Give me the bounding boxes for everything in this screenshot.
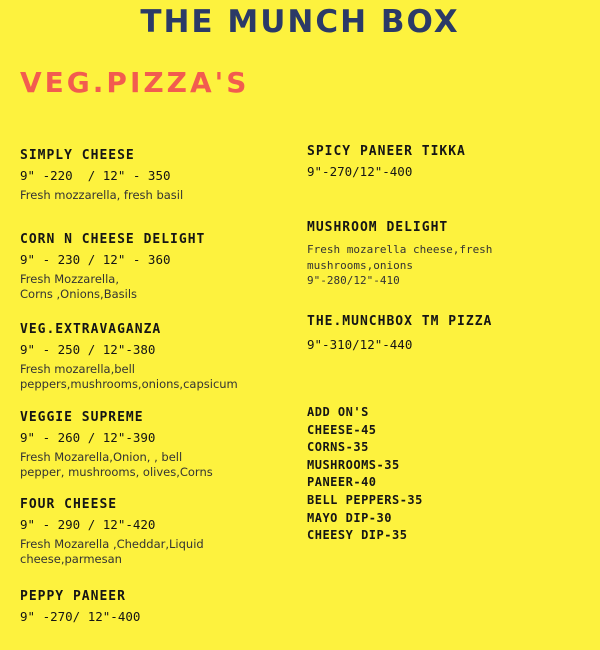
item-name: THE.MUNCHBOX TM PIZZA [307, 314, 493, 329]
item-name: SIMPLY CHEESE [20, 148, 135, 163]
add-on-item: BELL PEPPERS-35 [307, 492, 423, 507]
add-on-item: MUSHROOMS-35 [307, 457, 400, 472]
menu-item-corn-n-cheese-delight [20, 232, 295, 322]
item-price: 9"-310/12"-440 [307, 337, 413, 352]
item-description: Fresh Mozzarella, Corns ,Onions,Basils [20, 272, 137, 301]
item-description: Fresh mozzarella, fresh basil [20, 188, 184, 202]
item-price: 9" -220 / 12" - 350 [20, 168, 171, 183]
item-price: 9" -270/ 12"-400 [20, 609, 141, 624]
menu-item-mushroom-delight [307, 220, 592, 314]
left-menu-column [20, 148, 295, 624]
add-on-item: PANEER-40 [307, 475, 377, 490]
item-name: PEPPY PANEER [20, 589, 126, 604]
item-name: VEG.EXTRAVAGANZA [20, 322, 162, 337]
item-description: Fresh Mozarella,Onion, , bell pepper, mushrooms, olives,Corns [20, 450, 213, 479]
menu-item-veg-extravaganza [20, 322, 295, 410]
item-name: FOUR CHEESE [20, 497, 118, 512]
menu-item-peppy-paneer [20, 589, 295, 624]
menu-item-simply-cheese [20, 148, 295, 232]
section-heading: VEG.PIZZA'S [20, 66, 250, 99]
item-description: Fresh mozarella,bell peppers,mushrooms,onions,capsicum [20, 362, 238, 391]
item-price: 9" - 230 / 12" - 360 [20, 252, 171, 267]
menu-item-veggie-supreme [20, 410, 295, 497]
add-on-item: CHEESY DIP-35 [307, 528, 408, 543]
item-description: Fresh mozarella cheese,fresh mushrooms,onions 9"-280/12"-410 [307, 243, 493, 287]
item-price: 9" - 260 / 12"-390 [20, 430, 156, 445]
menu-item-spicy-paneer-tikka [307, 144, 592, 220]
item-price: 9"-270/12"-400 [307, 164, 413, 179]
menu-item-four-cheese [20, 497, 295, 589]
right-menu-column [307, 144, 592, 545]
item-price: 9" - 250 / 12"-380 [20, 342, 156, 357]
add-ons-list [307, 404, 592, 545]
add-on-item: MAYO DIP-30 [307, 510, 392, 525]
menu-title: THE MUNCH BOX [140, 4, 460, 40]
item-name: SPICY PANEER TIKKA [307, 144, 466, 159]
add-on-item: CHEESE-45 [307, 422, 377, 437]
item-name: CORN N CHEESE DELIGHT [20, 232, 206, 247]
item-price: 9" - 290 / 12"-420 [20, 517, 156, 532]
add-on-item: CORNS-35 [307, 440, 369, 455]
item-name: MUSHROOM DELIGHT [307, 220, 449, 235]
item-description: Fresh Mozarella ,Cheddar,Liquid cheese,parmesan [20, 537, 204, 566]
menu-item-munchbox-tm-pizza [307, 314, 592, 404]
item-name: VEGGIE SUPREME [20, 410, 144, 425]
add-ons-heading: ADD ON'S [307, 405, 369, 419]
